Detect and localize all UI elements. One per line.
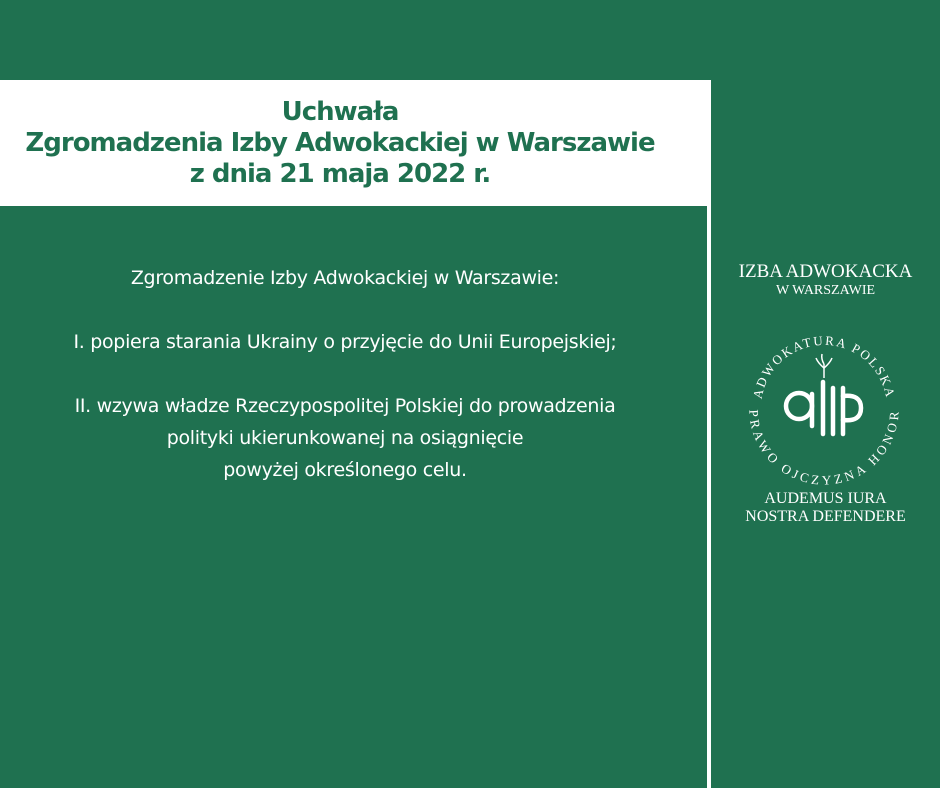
org-city: W WARSZAWIE xyxy=(775,283,876,298)
motto-line-2: NOSTRA DEFENDERE xyxy=(745,508,906,525)
point-1: I. popiera starania Ukrainy o przyjęcie do Unii Europejskiej; xyxy=(73,331,617,353)
point-2-line-1: II. wzywa władze Rzeczypospolitej Polskiej do prowadzenia xyxy=(74,395,616,417)
sprig-icon xyxy=(816,354,832,378)
intro-text: Zgromadzenie Izby Adwokackiej w Warszawie: xyxy=(130,267,560,289)
motto-line-1: AUDEMUS IURA xyxy=(764,490,887,507)
point-2-line-2: polityki ukierunkowanej na osiągnięcie xyxy=(166,427,524,449)
title-line-3: z dnia 21 maja 2022 r. xyxy=(189,158,491,189)
resolution-text xyxy=(0,262,690,486)
title-line-2: Zgromadzenia Izby Adwokackiej w Warszawie xyxy=(25,127,655,158)
title-line-1: Uchwała xyxy=(281,96,399,127)
logo-panel xyxy=(711,80,940,788)
point-2-line-3: powyżej określonego celu. xyxy=(223,459,467,481)
org-name: IZBA ADWOKACKA xyxy=(738,261,913,282)
header-box xyxy=(0,80,710,206)
bar-emblem-icon xyxy=(739,316,909,486)
ring-bottom-text: PRAWO OJCZYZNA HONOR xyxy=(746,409,902,486)
ring-top-text: ADWOKATURA POLSKA xyxy=(749,332,899,401)
monogram-icon xyxy=(786,382,861,434)
